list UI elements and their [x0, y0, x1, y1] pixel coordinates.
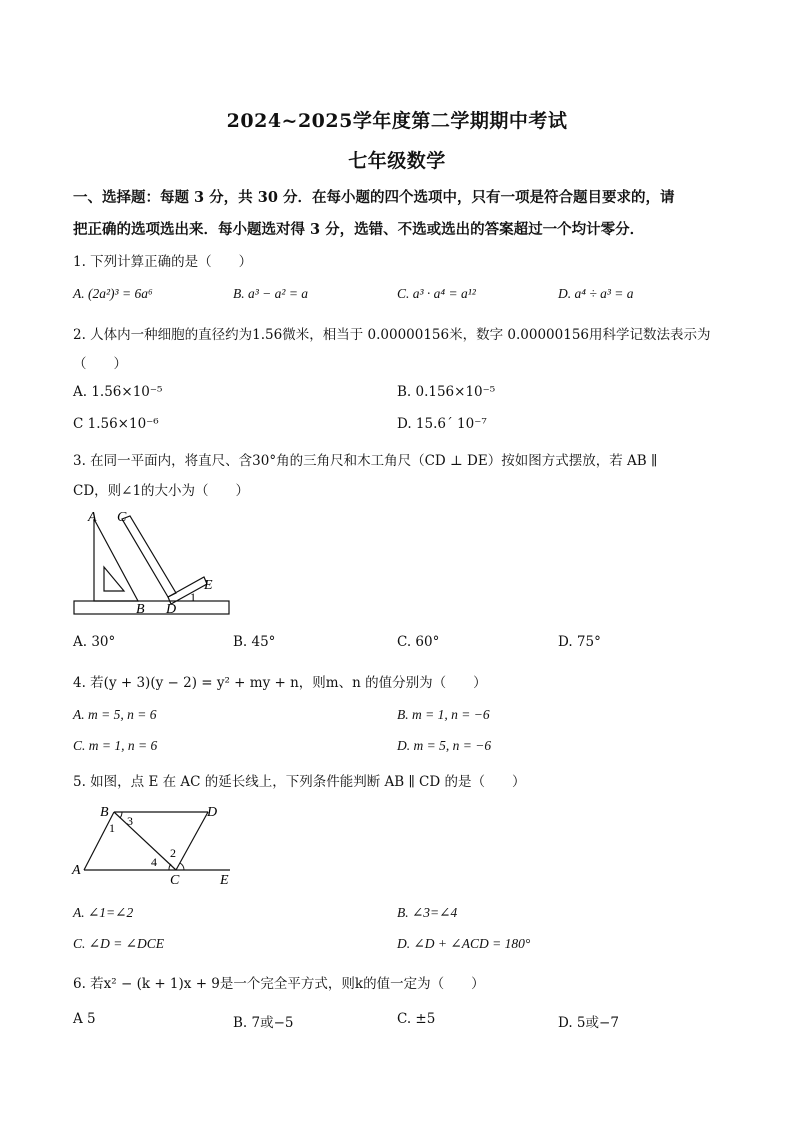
figure3-label-c: C	[117, 510, 127, 525]
question-1-option-d: D. a⁴ ÷ a³ = a	[558, 286, 634, 301]
triangle-inner-shape	[104, 567, 124, 591]
figure5-label-angle3: 3	[127, 814, 133, 828]
question-3-figure	[70, 505, 240, 620]
question-6-stem: 6. 若x² − (k + 1)x + 9是一个完全平方式，则k的值一定为（ ）	[73, 976, 485, 992]
question-3-stem-line2: CD，则∠1的大小为（ ）	[73, 483, 250, 499]
figure3-label-b: B	[136, 602, 145, 617]
question-5-option-d: D. ∠D + ∠ACD = 180°	[397, 936, 531, 951]
angle-arc-3	[120, 812, 122, 818]
figure5-label-angle1: 1	[109, 821, 115, 835]
question-2-option-d: D. 15.6´ 10⁻⁷	[397, 416, 487, 432]
figure5-label-angle2: 2	[170, 846, 176, 860]
figure5-label-e: E	[220, 873, 229, 888]
section-instruction-line2: 把正确的选项选出来．每小题选对得 3 分，选错、不选或选出的答案超过一个均计零分．	[73, 221, 645, 238]
figure5-label-angle4: 4	[151, 855, 157, 869]
question-6-option-c: C. ±5	[397, 1011, 436, 1027]
question-4-option-b: B. m = 1, n = −6	[397, 707, 490, 722]
question-4-stem: 4. 若(y + 3)(y − 2) = y² + my + n，则m、n 的值分别为（ ）	[73, 675, 487, 691]
question-1-option-a: A. (2a²)³ = 6a⁶	[73, 286, 153, 301]
question-4-option-c: C. m = 1, n = 6	[73, 738, 158, 753]
figure5-label-d: D	[207, 805, 218, 820]
question-2-stem-line1: 2. 人体内一种细胞的直径约为1.56微米，相当于 0.00000156米，数字 0.00000156用科学记数法表示为	[73, 327, 711, 343]
question-1-option-c: C. a³ · a⁴ = a¹²	[397, 286, 476, 301]
figure5-label-b: B	[100, 805, 109, 820]
angle-arc-2	[180, 863, 184, 870]
question-2-option-c: C 1.56×10⁻⁶	[73, 416, 159, 432]
question-3-option-c: C. 60°	[397, 634, 440, 650]
exam-subtitle: 七年级数学	[348, 150, 446, 172]
ruler-shape	[74, 601, 229, 614]
figure3-label-d: D	[166, 602, 177, 617]
question-3-option-a: A. 30°	[73, 634, 116, 650]
question-5-option-c: C. ∠D = ∠DCE	[73, 936, 164, 951]
carpenter-square-long-arm	[122, 516, 176, 597]
question-5-stem: 5. 如图，点 E 在 AC 的延长线上，下列条件能判断 AB ∥ CD 的是（ ）	[73, 774, 526, 790]
segment-cd	[176, 812, 208, 870]
question-6-option-a: A 5	[73, 1011, 96, 1027]
figure3-label-angle1: 1	[190, 590, 196, 604]
question-3-stem-line1: 3. 在同一平面内，将直尺、含30°角的三角尺和木工角尺（CD ⊥ DE）按如图方式摆放，若 AB ∥	[73, 453, 658, 469]
exam-title: 2024~2025学年度第二学期期中考试	[226, 110, 568, 132]
question-5-figure	[70, 800, 240, 890]
figure5-label-c: C	[170, 873, 180, 888]
figure3-label-e: E	[204, 578, 213, 593]
question-3-option-d: D. 75°	[558, 634, 601, 650]
question-2-option-a: A. 1.56×10⁻⁵	[73, 384, 163, 400]
question-6-option-b: B. 7或−5	[233, 1015, 294, 1031]
question-3-option-b: B. 45°	[233, 634, 276, 650]
angle-arc-4	[169, 864, 171, 870]
question-4-option-d: D. m = 5, n = −6	[397, 738, 492, 753]
segment-bc	[114, 812, 176, 870]
question-5-option-b: B. ∠3=∠4	[397, 905, 458, 920]
section-instruction-line1: 一、选择题：每题 3 分，共 30 分．在每小题的四个选项中，只有一项是符合题目要求的，请	[73, 189, 675, 206]
question-1-stem: 1. 下列计算正确的是（ ）	[73, 254, 253, 270]
question-2-stem-line2: （ ）	[73, 356, 127, 372]
figure3-label-a: A	[88, 510, 97, 525]
question-6-option-d: D. 5或−7	[558, 1015, 619, 1031]
question-5-option-a: A. ∠1=∠2	[73, 905, 134, 920]
question-2-option-b: B. 0.156×10⁻⁵	[397, 384, 496, 400]
question-4-option-a: A. m = 5, n = 6	[73, 707, 157, 722]
figure5-label-a: A	[72, 863, 81, 878]
triangle-ruler-shape	[94, 519, 138, 601]
question-1-option-b: B. a³ − a² = a	[233, 286, 309, 301]
